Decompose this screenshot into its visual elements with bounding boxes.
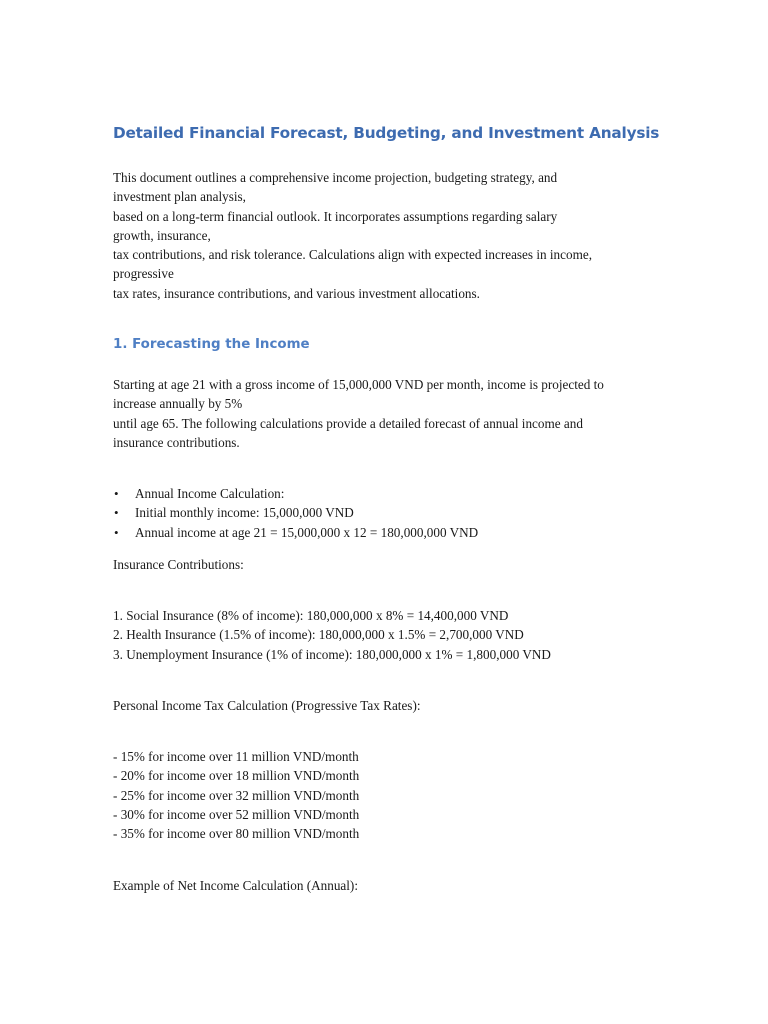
list-item	[113, 503, 478, 522]
text-line: This document outlines a comprehensive income projection, budgeting strategy, and	[113, 170, 558, 185]
intro-paragraph	[113, 168, 658, 303]
text-line: insurance contributions.	[113, 434, 240, 450]
insurance-label: Insurance Contributions:	[113, 557, 244, 572]
bullet-icon: •	[114, 524, 119, 540]
net-income-label: Example of Net Income Calculation (Annual):	[113, 878, 358, 893]
income-paragraph	[113, 375, 658, 452]
income-bullet-list	[113, 484, 478, 542]
text-line: Starting at age 21 with a gross income of 15,000,000 VND per month, income is projected to	[113, 377, 604, 392]
text-line: 2. Health Insurance (1.5% of income): 180,000,000 x 1.5% = 2,700,000 VND	[113, 627, 524, 643]
text-line: - 25% for income over 32 million VND/month	[113, 787, 360, 803]
list-item-text: Annual Income Calculation:	[135, 486, 285, 501]
list-item-text: Initial monthly income: 15,000,000 VND	[135, 505, 354, 521]
text-line: growth, insurance,	[113, 227, 211, 243]
document-title: Detailed Financial Forecast, Budgeting, and Investment Analysis	[113, 124, 660, 142]
text-line: - 35% for income over 80 million VND/month	[113, 826, 360, 842]
list-item-text: Annual income at age 21 = 15,000,000 x 12 = 180,000,000 VND	[135, 524, 479, 540]
text-line: tax rates, insurance contributions, and various investment allocations.	[113, 285, 480, 301]
list-item	[113, 523, 478, 542]
bullet-icon: •	[114, 486, 119, 501]
tax-rate-list	[113, 747, 658, 843]
bullet-icon: •	[114, 505, 119, 521]
text-line: tax contributions, and risk tolerance. Calculations align with expected increases in income,	[113, 247, 592, 263]
text-line: increase annually by 5%	[113, 396, 243, 412]
insurance-list	[113, 606, 658, 664]
text-line: - 20% for income over 18 million VND/month	[113, 768, 360, 784]
text-line: until age 65. The following calculations provide a detailed forecast of annual income and	[113, 415, 583, 431]
text-line: based on a long-term financial outlook. It incorporates assumptions regarding salary	[113, 208, 558, 224]
tax-label: Personal Income Tax Calculation (Progressive Tax Rates):	[113, 698, 421, 713]
text-line: investment plan analysis,	[113, 189, 246, 205]
text-line: 3. Unemployment Insurance (1% of income): 180,000,000 x 1% = 1,800,000 VND	[113, 646, 551, 662]
text-line: - 15% for income over 11 million VND/month	[113, 749, 359, 764]
section-heading: 1. Forecasting the Income	[113, 337, 310, 352]
text-line: 1. Social Insurance (8% of income): 180,000,000 x 8% = 14,400,000 VND	[113, 608, 509, 623]
list-item	[113, 484, 478, 503]
text-line: - 30% for income over 52 million VND/month	[113, 806, 360, 822]
text-line: progressive	[113, 266, 174, 282]
